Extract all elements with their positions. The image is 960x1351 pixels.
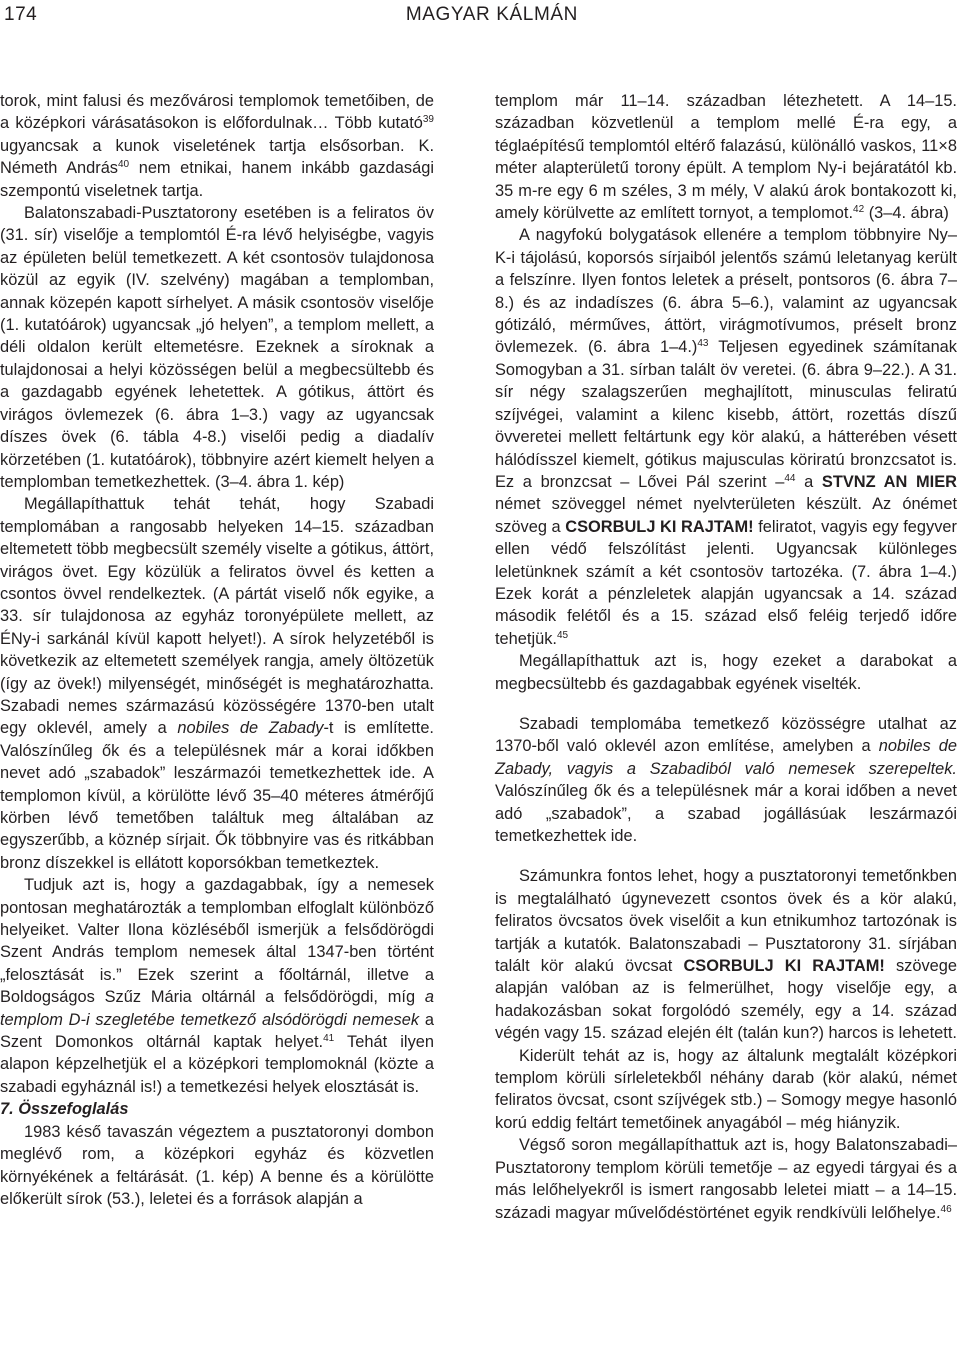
footnote-ref: 42 bbox=[853, 204, 865, 216]
text-run: -t is említette. Valószínűleg ők és a településnek már a korai időkben nevet adó „szabadok” leszármazói temetkezhettek ide. A templomon kívül, a körülötte lévő 35–40 méteres átmérőjű körben lévő temetőben találtuk meg általában az egyszerűbb, a köznép sírjait. Ők többnyire vas és ritkábban bronz díszekkel is ellátott koporsókban temetkeztek. bbox=[0, 719, 434, 872]
footnote-ref: 46 bbox=[940, 1203, 952, 1215]
text-run: Megállapíthattuk tehát tehát, hogy Szabadi templomában a rangosabb helyeken 14–15. században eltemetett több megbecsült személy viselte a gótikus, áttört, virágos övet. Egy közülük a feliratos övvel és ketten a csontos övvel rendelkeztek. (A pártát viselő nők egyike, a 33. sír tulajdonosa az egyház toronyépülete mellett, az ÉNy-i sarkánál kívül kapott helyet!). A sírok helyzetéből is következik az eltemetett személyek rangja, amely öltözetük (így az övek!) milyenségét, minőségét is meghatározhatta. Szabadi nemes származású közösségére 1370-ben utalt egy oklevél, amely a bbox=[0, 495, 434, 738]
text-run: a bbox=[795, 472, 822, 491]
text-run: Teljesen egyedinek számítanak Somogyban a 31. sírban talált öv veretei. (6. ábra 9–22.). A 31. sír négy szalagszerűen meghajlított, minusculas feliratú szíjvégei, valamint a kilenc kisebb, áttört, rozettás díszű övveretei mellett feltártunk egy kör alakú, a hátterében vésett hálódísszel kiemelt, gótikus majusculas köriratú bronzcsatot is. Ez a bronzcsat – Lővei Pál szerint – bbox=[495, 338, 957, 491]
footnote-ref: 39 bbox=[422, 114, 434, 126]
inscription-text: STVNZ AN MIER bbox=[821, 472, 957, 491]
paragraph bbox=[495, 90, 957, 224]
footnote-ref: 45 bbox=[556, 629, 569, 641]
page-number: 174 bbox=[4, 4, 38, 25]
text-run: (3–4. ábra) bbox=[864, 204, 949, 223]
running-head: MAGYAR KÁLMÁN bbox=[405, 4, 578, 25]
paragraph bbox=[0, 90, 434, 202]
italic-text: nobiles de Zabady, vagyis a Szabadiból való nemesek szerepeltek. bbox=[495, 737, 957, 778]
text-run: Tudjuk azt is, hogy a gazdagabbak, így a nemesek pontosan meghatározták a templomban elfoglalt különböző helyeiket. Valter Ilona közléséből ismerjük a felsődörögdi Szent András templom nemesek által 1347-ben történt „felosztását is.” Ezek szerint a főoltárnál, illetve a Boldogságos Szűz Mária oltárnál a felsődörögdi, míg bbox=[0, 876, 434, 1007]
text-run: A nagyfokú bolygatások ellenére a templom többnyire Ny–K-i tájolású, koporsós sírjaiból jelentős számú leletanyag került a felszínre. Ilyen fontos leletek a préselt, pontsoros (6. ábra 7–8.) és az indadíszes (6. ábra 5–6.), valamint az ugyancsak gótizáló, mérműves, áttört, virágmotívumos, préselt bronz övlemezek. (6. ábra 1–4.) bbox=[495, 226, 957, 357]
footnote-ref: 40 bbox=[118, 159, 130, 171]
text-run: Tehát ilyen alapon képzelhetjük el a középkori templomoknál (közte a szabadi egyháznál is!) a temetkezési helyek elosztását is. bbox=[0, 1033, 434, 1096]
paragraph bbox=[495, 1134, 957, 1224]
paragraph: 1983 késő tavaszán végeztem a pusztatoronyi dombon meglévő rom, a középkori egyház és közvetlen környékének a feltárását. (1. kép) A benne és a körülötte előkerült sírok (53.), leletei és a források alapján a bbox=[0, 1122, 434, 1208]
text-run: ugyancsak a kunok viseletének tartja elsősorban. K. Németh András bbox=[0, 136, 434, 178]
paragraph: Kiderült tehát az is, hogy az általunk megtalált középkori templom körüli sírleletekből néhány darab (kör alakú, német feliratos övcsat, csont szíjvégek stb.) – Somogy megye hasonló korú eddig feltárt temetőinek anyagából – még hiányzik. bbox=[495, 1046, 957, 1132]
paragraph bbox=[495, 713, 957, 847]
text-run: a Szent Domonkos oltárnál kaptak helyet. bbox=[0, 1010, 435, 1052]
text-run: Valószínűleg ők és a településnek már a korai időben a nevet adó „szabadok”, a szabad jogállásúak leszármazói temetkezhettek ide. bbox=[495, 782, 957, 845]
text-run: szövege alapján valóban az is felmerülhet, hogy viselője egy, a hadakozásban sokat forgolódó személy, egy a 14. század végén vagy 15. század elején élt (talán kun?) harcos is lehetett. bbox=[495, 957, 957, 1043]
text-run: Szabadi templomába temetkező közösségre utalhat az 1370-ből való oklevél azon említése, amelyben a bbox=[495, 714, 957, 756]
footnote-ref: 41 bbox=[323, 1033, 335, 1045]
text-run: templom már 11–14. században létezhetett. A 14–15. században közvetlenül a templom mellé É-ra egy, a téglaépítésű templomtól eltérő falazású, különálló vaskos, 11×8 méter alapterületű torony épült. A templom Ny-i bejáratától kb. 35 m-re egy 6 m széles, 3 m mély, V alakú árok bontakozott ki, amely körülvette az említett tornyot, a templomot. bbox=[495, 92, 957, 223]
section-heading: 7. Összefoglalás bbox=[0, 1100, 129, 1119]
paragraph bbox=[0, 493, 434, 874]
paragraph bbox=[495, 865, 957, 1044]
italic-text: a templom D-i szegletébe temetkező alsódörögdi nemesek bbox=[0, 988, 434, 1029]
footnote-ref: 43 bbox=[697, 338, 709, 350]
left-column bbox=[0, 90, 434, 1210]
text-run: torok, mint falusi és mezővárosi templomok temetőiben, de a középkori várásatásokon is előfordulnak… Több kutató bbox=[0, 92, 434, 133]
paragraph: Balatonszabadi-Pusztatorony esetében is a feliratos öv (31. sír) viselője a templomtól É-ra lévő helyiségbe, vagyis az épületen belül temetkezett. A két csontosöv tulajdonosa közül az egyik (IV. szelvény) magában a templomban, annak közepén kapott sírhelyet. A másik csontosöv viselője (1. kutatóárok) ugyancsak „jó helyen”, a templom mellett, a déli oldalon került eltemetésre. Ezeknek a síroknak a tulajdonosai a helyi közösségen belül a megbecsültebb és a gazdagabb egyének lehetettek. A gótikus, áttört és virágos övlemezek (6. ábra 1–3.) vagy az ugyancsak díszes övek (6. tábla 4-8.) viselői pedig a diadalív körzetében (1. kutatóárok), többnyire azért kiemelt helyen a templomban temetkezhettek. (3–4. ábra 1. kép) bbox=[0, 204, 434, 491]
text-run: feliratot, vagyis egy fegyver ellen védő felszólítást jelenti. Ugyancsak különleges leletünknek számít a két csontosöv tartozéka. (7. ábra 1–4.) Ezek korát a pénzleletek alapján ugyancsak a 14. század második felétől és a 15. század első feléig terjedő időre tehetjük. bbox=[495, 517, 957, 648]
text-run: Számunkra fontos lehet, hogy a pusztatoronyi temetőnkben is megtalálható úgynevezett csontos övek és a kör alakú, feliratos övcsatos övek viselőit a kun etnikumhoz tartozónak is tartják a kutatók. Balatonszabadi – Pusztatorony 31. sírjában talált kör alakú övcsat bbox=[495, 867, 957, 976]
page-header bbox=[0, 0, 960, 40]
paragraph bbox=[495, 224, 957, 650]
text-run: Végső soron megállapíthattuk azt is, hogy Balatonszabadi–Pusztatorony templom körüli temetője – az egyedi tárgyai és a más lelőhelyekről is ismert rangosabb leletei miatt – a 14–15. századi magyar művelődéstörténet egyik rendkívüli lelőhelye. bbox=[495, 1136, 957, 1222]
footnote-ref: 44 bbox=[784, 472, 796, 484]
right-column bbox=[495, 90, 957, 1224]
paragraph: Megállapíthattuk azt is, hogy ezeket a darabokat a megbecsültebb és gazdagabbak egyének viselték. bbox=[495, 652, 957, 693]
inscription-text: CSORBULJ KI RAJTAM! bbox=[565, 517, 754, 536]
paragraph bbox=[0, 874, 434, 1098]
italic-text: nobiles de Zabady bbox=[177, 719, 324, 738]
text-run: nem etnikai, hanem inkább gazdasági szempontú viseletnek tartja. bbox=[0, 159, 434, 200]
text-run: német szöveggel német nyelvterületen készült. Az ónémet szöveg a bbox=[495, 495, 957, 536]
inscription-text: CSORBULJ KI RAJTAM! bbox=[683, 957, 885, 976]
